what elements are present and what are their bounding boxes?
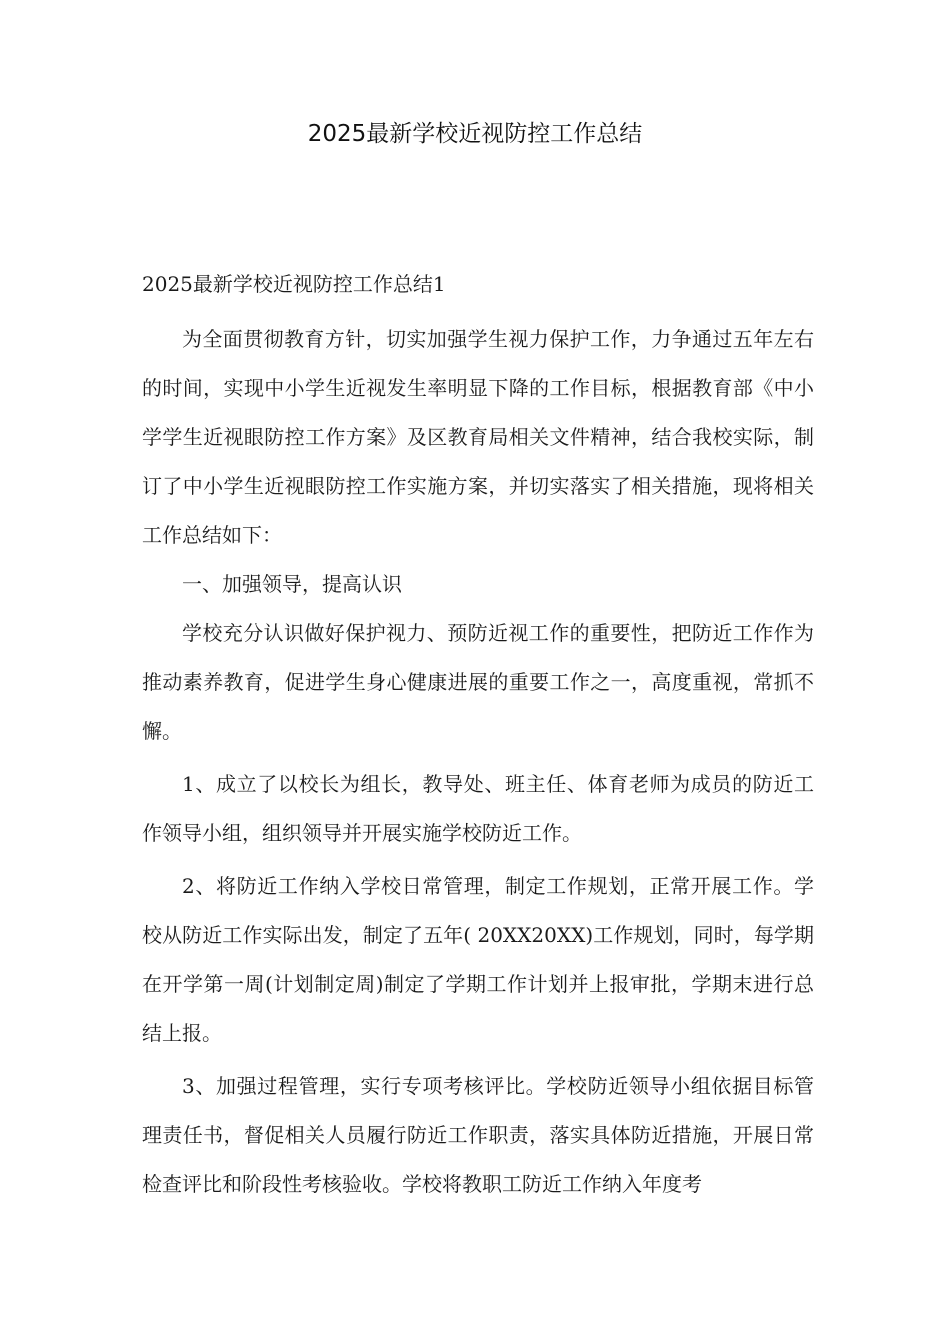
paragraph-item-2: 2、将防近工作纳入学校日常管理，制定工作规划，正常开展工作。学校从防近工作实际出发，制定了五年( 20XX20XX)工作规划，同时，每学期在开学第一周(计划制定周)制定了学期工作计划并上报审批，学期末进行总结上报。 [142, 874, 814, 1045]
document-title: 2025最新学校近视防控工作总结 [307, 121, 643, 147]
paragraph-intro: 为全面贯彻教育方针，切实加强学生视力保护工作，力争通过五年左右的时间，实现中小学生近视发生率明显下降的工作目标，根据教育部《中小学学生近视眼防控工作方案》及区教育局相关文件精神，结合我校实际，制订了中小学生近视眼防控工作实施方案，并切实落实了相关措施，现将相关工作总结如下： [142, 327, 814, 547]
paragraph-awareness: 学校充分认识做好保护视力、预防近视工作的重要性，把防近工作作为推动素养教育，促进学生身心健康进展的重要工作之一，高度重视，常抓不懈。 [142, 621, 814, 743]
paragraph-item-3: 3、加强过程管理，实行专项考核评比。学校防近领导小组依据目标管理责任书，督促相关人员履行防近工作职责，落实具体防近措施，开展日常检查评比和阶段性考核验收。学校将教职工防近工作纳入年度考 [142, 1074, 814, 1196]
paragraph-item-1: 1、成立了以校长为组长，教导处、班主任、体育老师为成员的防近工作领导小组，组织领导并开展实施学校防近工作。 [142, 772, 814, 845]
section-subtitle: 2025最新学校近视防控工作总结1 [142, 272, 446, 296]
document-body [142, 260, 814, 1209]
section-heading-1: 一、加强领导，提高认识 [182, 572, 402, 596]
